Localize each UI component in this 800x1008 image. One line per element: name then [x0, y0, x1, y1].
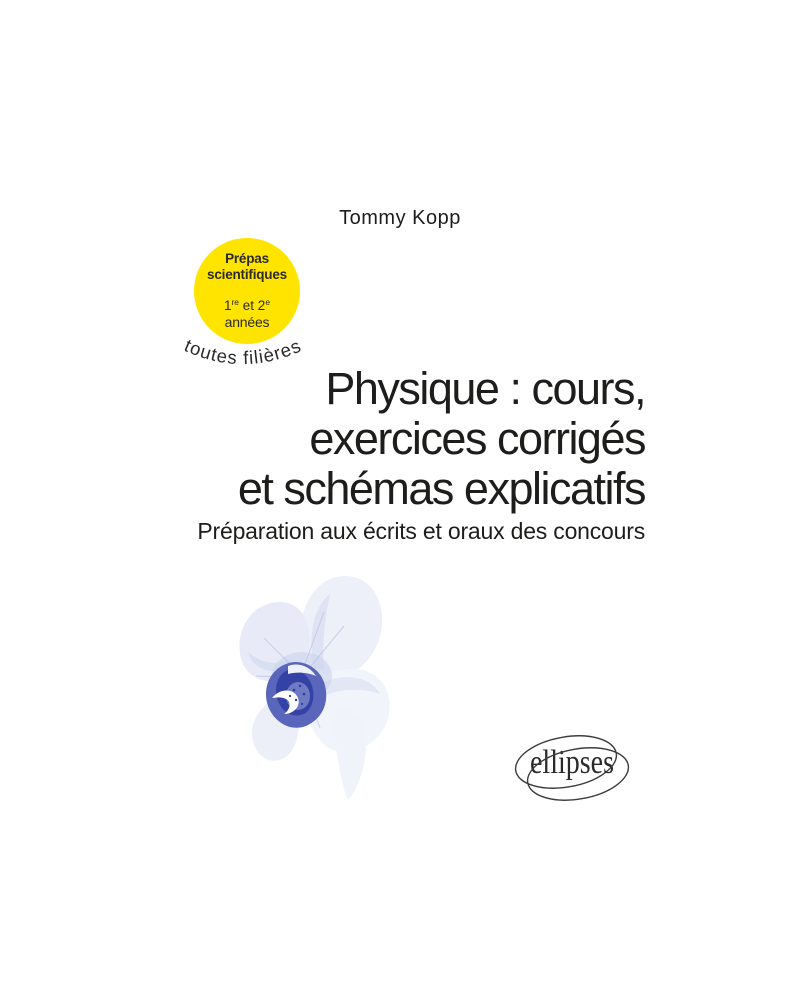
badge-line-annees: années	[224, 314, 270, 330]
title-line-2: exercices corrigés	[309, 413, 645, 464]
ellipses-publisher-logo	[505, 725, 640, 810]
title-line-3: et schémas explicatifs	[237, 463, 645, 514]
author-name: Tommy Kopp	[339, 207, 461, 229]
badge-years	[224, 294, 270, 314]
orchid-flower-image	[228, 568, 408, 803]
arc-text-toutes-filieres: toutes filières	[181, 334, 305, 369]
book-title-block	[197, 364, 645, 545]
badge-years-sup1: re	[231, 297, 240, 307]
ellipses-logo-text: ellipses	[530, 744, 614, 781]
badge-years-num1: 1	[223, 298, 232, 313]
title-line-1: Physique : cours,	[325, 363, 645, 414]
badge-line-prepas: Prépas	[225, 251, 269, 266]
badge-years-sup2: e	[265, 297, 271, 307]
badge-line-scientifiques: scientifiques	[207, 266, 287, 282]
orchid-petal-bottom	[332, 709, 366, 800]
subtitle: Préparation aux écrits et oraux des concours	[197, 518, 645, 544]
badge-years-mid: et 2	[239, 298, 266, 313]
